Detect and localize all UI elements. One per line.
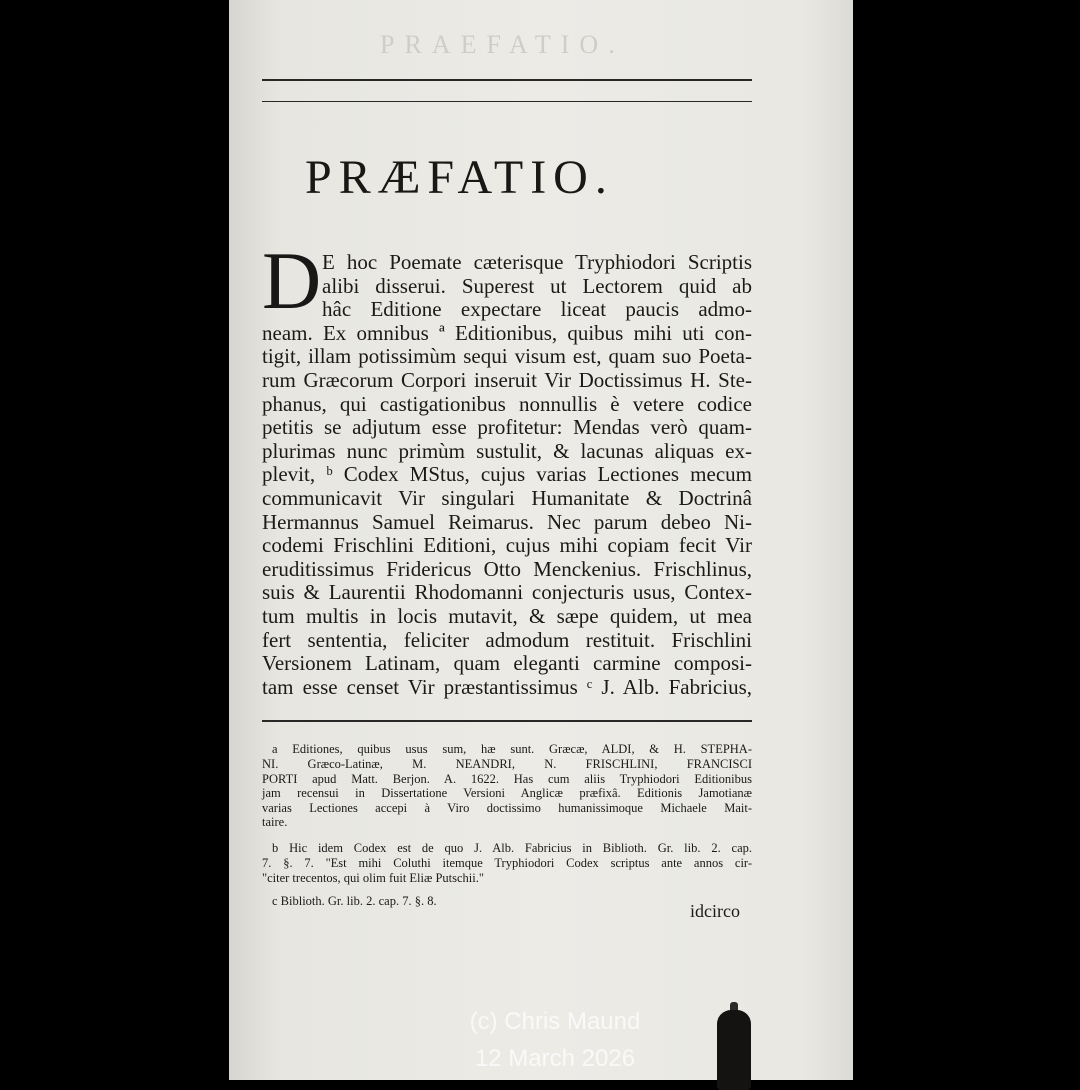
- body-line: Hermannus Samuel Reimarus. Nec parum debeo Ni-: [262, 509, 752, 534]
- running-head-ghost: PRAEFATIO.: [380, 30, 625, 59]
- footnote-line: a Editiones, quibus usus sum, hæ sunt. Græcæ, ALDI, & H. STEPHA-: [272, 742, 752, 756]
- body-line: tigit, illam potissimùm sequi visum est, quam suo Poeta-: [262, 344, 752, 369]
- body-line: Versionem Latinam, quam eleganti carmine composi-: [262, 651, 752, 676]
- header-rule-bottom: [262, 101, 752, 102]
- footnote-line: c Biblioth. Gr. lib. 2. cap. 7. §. 8.: [272, 894, 437, 908]
- body-line: plevit, ᵇ Codex MStus, cujus varias Lectiones mecum: [262, 462, 752, 487]
- page-title: PRÆFATIO.: [305, 151, 614, 204]
- drop-cap: D: [262, 235, 322, 326]
- body-line: codemi Frischlini Editioni, cujus mihi copiam fecit Vir: [262, 533, 752, 558]
- footnote-line: PORTI apud Matt. Berjon. A. 1622. Has cum aliis Tryphiodori Editionibus: [262, 772, 752, 786]
- body-line: petitis se adjutum esse profitetur: Mendas verò quam-: [262, 415, 752, 440]
- body-line: hâc Editione expectare liceat paucis admo-: [322, 297, 752, 322]
- footnote-rule: [262, 720, 752, 722]
- body-line: tam esse censet Vir præstantissimus ᶜ J. Alb. Fabricius,: [262, 674, 752, 699]
- body-line: phanus, qui castigationibus nonnullis è vetere codice: [262, 391, 752, 416]
- footnote-line: jam recensui in Dissertatione Versioni Anglicæ præfixâ. Editionis Jamotianæ: [262, 786, 752, 800]
- body-line: alibi disserui. Superest ut Lectorem quid ab: [322, 273, 752, 298]
- body-line: rum Græcorum Corpori inseruit Vir Doctissimus H. Ste-: [262, 368, 752, 392]
- body-line: plurimas nunc primùm sustulit, & lacunas aliquas ex-: [262, 438, 752, 463]
- body-line: E hoc Poemate cæterisque Tryphiodori Scriptis: [322, 250, 752, 274]
- header-rule-top: [262, 79, 752, 81]
- body-line: communicavit Vir singulari Humanitate & Doctrinâ: [262, 486, 752, 510]
- footnote-line: taire.: [262, 815, 288, 829]
- footnote-line: 7. §. 7. "Est mihi Coluthi itemque Tryphiodori Codex scriptus ante annos cir-: [262, 856, 752, 870]
- footnote-line: b Hic idem Codex est de quo J. Alb. Fabricius in Biblioth. Gr. lib. 2. cap.: [272, 841, 752, 855]
- watermark-date: 12 March 2026: [474, 1045, 636, 1072]
- watermark-credit: (c) Chris Maund: [469, 1008, 641, 1035]
- body-line: eruditissimus Fridericus Otto Menckenius. Frischlinus,: [262, 556, 752, 581]
- footnote-line: "citer trecentos, qui olim fuit Eliæ Putschii.": [262, 871, 484, 885]
- footnote-line: NI. Græco-Latinæ, M. NEANDRI, N. FRISCHLINI, FRANCISCI: [262, 757, 752, 771]
- body-line: fert sententia, feliciter admodum restituit. Frischlini: [262, 627, 752, 652]
- footnote-line: varias Lectiones accepi à Viro doctissimo humanissimoque Michaele Mait-: [262, 801, 752, 815]
- body-line: tum multis in locis mutavit, & sæpe quidem, ut mea: [262, 604, 752, 628]
- catchword: idcirco: [690, 901, 740, 921]
- pen-object: [717, 1010, 751, 1090]
- body-line: neam. Ex omnibus ª Editionibus, quibus mihi uti con-: [262, 320, 752, 345]
- body-line: suis & Laurentii Rhodomanni conjecturis usus, Contex-: [262, 580, 752, 605]
